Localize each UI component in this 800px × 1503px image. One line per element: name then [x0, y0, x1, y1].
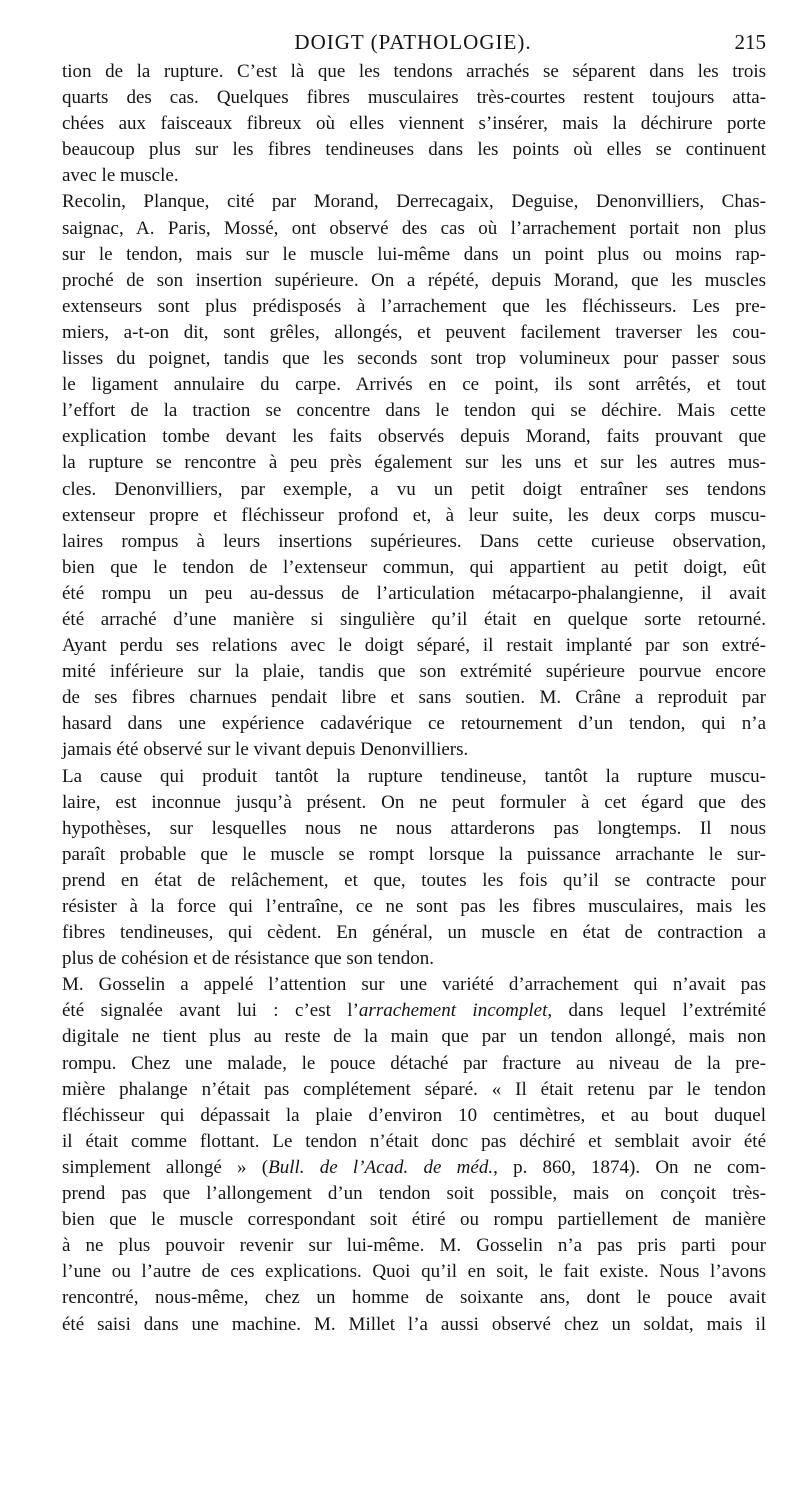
- page-number: 215: [734, 30, 766, 54]
- paragraph-4: [62, 972, 766, 1337]
- text-line: de ses fibres charnues pendait libre et sans soutien. M. Crâne a reproduit par: [62, 687, 766, 709]
- text-line: l’une ou l’autre de ces explications. Quoi qu’il en soit, le fait existe. Nous l’avons: [62, 1261, 766, 1283]
- text-line: saignac, A. Paris, Mossé, ont observé des cas où l’arrachement portait non plus: [62, 217, 766, 239]
- text-line: sur le tendon, mais sur le muscle lui-même dans un point plus ou moins rap-: [62, 243, 766, 265]
- text-line: extenseurs sont plus prédisposés à l’arrachement que les fléchisseurs. Les pre-: [62, 295, 766, 317]
- text-line: beaucoup plus sur les fibres tendineuses dans les points où elles se continuent: [62, 139, 766, 161]
- text-line: La cause qui produit tantôt la rupture tendineuse, tantôt la rupture muscu-: [62, 765, 766, 787]
- text-segment: simplement allongé » (: [62, 1156, 269, 1178]
- text-line: résister à la force qui l’entraîne, ce ne sont pas les fibres musculaires, mais les: [62, 896, 766, 917]
- text-line: mière phalange n’était pas complétement séparé. « Il était retenu par le tendon: [62, 1078, 766, 1100]
- text-segment: été signalée avant lui : c’est l’: [62, 1000, 359, 1022]
- text-line: le ligament annulaire du carpe. Arrivés en ce point, ils sont arrêtés, et tout: [62, 374, 766, 396]
- text-line: avec le muscle.: [62, 165, 179, 187]
- text-line: fléchisseur qui dépassait la plaie d’environ 10 centimètres, et au bout duquel: [62, 1104, 766, 1126]
- text-line: [62, 998, 766, 1024]
- text-line: proché de son insertion supérieure. On a répété, depuis Morand, que les muscles: [62, 269, 766, 291]
- text-line: prend pas que l’allongement d’un tendon soit possible, mais on conçoit très-: [62, 1183, 766, 1205]
- text-line: [62, 1155, 766, 1181]
- paragraph-2: [62, 189, 766, 763]
- text-line: rompu. Chez une malade, le pouce détaché par fracture au niveau de la pre-: [62, 1052, 766, 1074]
- text-line: plus de cohésion et de résistance que son tendon.: [62, 948, 434, 970]
- text-line: M. Gosselin a appelé l’attention sur une variété d’arrachement qui n’avait pas: [62, 974, 766, 996]
- text-line: jamais été observé sur le vivant depuis Denonvilliers.: [62, 739, 469, 761]
- text-line: été saisi dans une machine. M. Millet l’a aussi observé chez un soldat, mais il: [62, 1313, 766, 1335]
- text-line: été arraché d’une manière si singulière qu’il était en quelque sorte retourné.: [62, 608, 766, 630]
- text-line: tion de la rupture. C’est là que les tendons arrachés se séparent dans les trois: [62, 61, 766, 82]
- text-line: hypothèses, sur lesquelles nous ne nous attarderons pas longtemps. Il nous: [62, 817, 766, 839]
- text-line: laire, est inconnue jusqu’à présent. On ne peut formuler à cet égard que des: [62, 791, 766, 813]
- text-segment: , dans lequel l’extrémité: [547, 1000, 767, 1022]
- text-line: l’effort de la traction se concentre dans le tendon qui se déchire. Mais cette: [62, 400, 766, 422]
- page-header: [60, 30, 766, 60]
- text-line: la rupture se rencontre à peu près également sur les uns et sur les autres mus-: [62, 452, 766, 474]
- text-line: hasard dans une expérience cadavérique ce retournement d’un tendon, qui n’a: [62, 713, 766, 735]
- text-line: extenseur propre et fléchisseur profond et, à leur suite, les deux corps muscu-: [62, 504, 766, 526]
- text-line: explication tombe devant les faits observés depuis Morand, faits prouvant que: [62, 426, 766, 448]
- text-line: fibres tendineuses, qui cèdent. En général, un muscle en état de contraction a: [62, 922, 766, 944]
- italic-term: arrachement incomplet: [358, 1000, 548, 1022]
- text-line: été rompu un peu au-dessus de l’articulation métacarpo-phalangienne, il avait: [62, 582, 766, 604]
- text-line: à ne plus pouvoir revenir sur lui-même. M. Gosselin n’a pas pris parti pour: [62, 1235, 766, 1257]
- text-line: chées aux faisceaux fibreux où elles viennent s’insérer, mais la déchirure porte: [62, 113, 766, 135]
- text-line: rencontré, nous-même, chez un homme de soixante ans, dont le pouce avait: [62, 1287, 766, 1309]
- text-line: miers, a-t-on dit, sont grêles, allongés, et peuvent facilement traverser les cou-: [62, 321, 766, 343]
- running-title: DOIGT (PATHOLOGIE).: [294, 30, 532, 54]
- text-line: digitale ne tient plus au reste de la main que par un tendon allongé, mais non: [62, 1026, 766, 1048]
- text-line: paraît probable que le muscle se rompt lorsque la puissance arrachante le sur-: [62, 843, 766, 865]
- text-line: Ayant perdu ses relations avec le doigt séparé, il restait implanté par son extré-: [62, 635, 766, 657]
- text-line: mité inférieure sur la plaie, tandis que son extrémité supérieure pourvue encore: [62, 661, 766, 683]
- text-line: quarts des cas. Quelques fibres musculaires très-courtes restent toujours atta-: [62, 87, 766, 109]
- text-line: prend en état de relâchement, et que, toutes les fois qu’il se contracte pour: [62, 869, 766, 891]
- text-line: il était comme flottant. Le tendon n’était donc pas déchiré et semblait avoir été: [62, 1130, 766, 1152]
- text-line: Recolin, Planque, cité par Morand, Derrecagaix, Deguise, Denonvilliers, Chas-: [62, 191, 766, 213]
- text-line: cles. Denonvilliers, par exemple, a vu un petit doigt entraîner ses tendons: [62, 478, 766, 500]
- paragraph-3: [62, 764, 766, 973]
- text-line: lisses du poignet, tandis que les seconds sont trop volumineux pour passer sous: [62, 348, 766, 370]
- paragraph-1: [62, 59, 766, 189]
- text-line: bien que le tendon de l’extenseur commun, qui appartient au petit doigt, eût: [62, 556, 766, 578]
- body-text: [62, 59, 766, 1338]
- text-line: bien que le muscle correspondant soit étiré ou rompu partiellement de manière: [62, 1209, 766, 1231]
- text-line: laires rompus à leurs insertions supérieures. Dans cette curieuse observation,: [62, 530, 766, 552]
- text-segment: , p. 860, 1874). On ne com-: [493, 1156, 766, 1178]
- italic-citation: Bull. de l’Acad. de méd.: [268, 1156, 494, 1178]
